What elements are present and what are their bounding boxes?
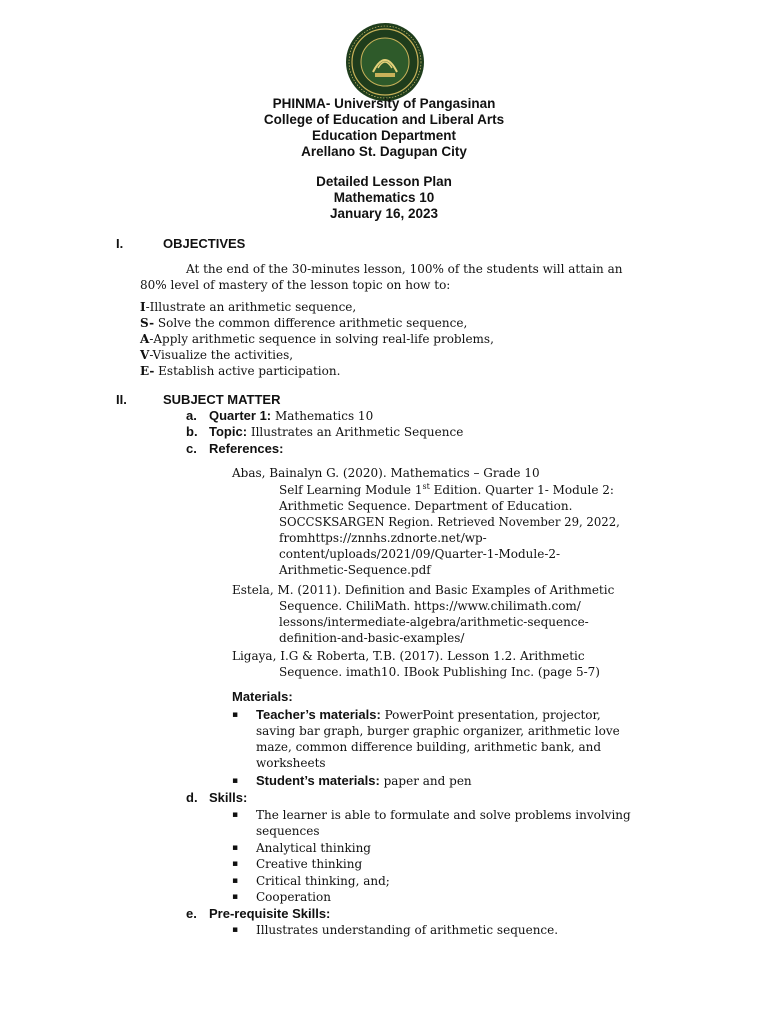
university-seal-icon [345, 22, 425, 102]
institution-name: PHINMA- University of Pangasinan [272, 96, 496, 111]
address: Arellano St. Dagupan City [301, 144, 467, 159]
bullet-icon: ▪ [232, 710, 239, 720]
bullet-icon: ▪ [232, 925, 239, 935]
reference-line: SOCCSKSARGEN Region. Retrieved November 29, 2022, [279, 515, 620, 529]
skill-item: Critical thinking, and; [256, 874, 390, 888]
plan-date: January 16, 2023 [329, 206, 439, 221]
teacher-materials-line: maze, common difference building, arithmetic bank, and [256, 740, 602, 754]
student-materials: Student’s materials: paper and pen [256, 773, 472, 788]
reference-line: Sequence. imath10. IBook Publishing Inc. (page 5-7) [279, 665, 600, 679]
plan-title: Detailed Lesson Plan [316, 174, 452, 189]
reference-line: Arithmetic-Sequence.pdf [279, 563, 431, 577]
bullet-icon: ▪ [232, 843, 239, 853]
section-numeral: II. [116, 392, 127, 407]
objectives-intro-line: At the end of the 30-minutes lesson, 100% of the students will attain an [186, 262, 623, 276]
plan-title-block [0, 174, 768, 222]
section-heading: OBJECTIVES [163, 236, 246, 251]
bullet-icon: ▪ [232, 876, 239, 886]
objective-item: I-Illustrate an arithmetic sequence, [140, 300, 357, 314]
materials-label: Materials: [232, 689, 293, 704]
list-letter: d. [186, 790, 198, 805]
bullet-icon: ▪ [232, 776, 239, 786]
bullet-icon: ▪ [232, 859, 239, 869]
teacher-materials: Teacher’s materials: PowerPoint presentation, projector, [256, 707, 601, 722]
section-heading: SUBJECT MATTER [163, 392, 281, 407]
department-name: Education Department [311, 128, 457, 143]
reference-line: Self Learning Module 1st Edition. Quarter 1- Module 2: [279, 482, 614, 497]
references-label: References: [209, 441, 284, 456]
objective-item: V-Visualize the activities, [140, 348, 294, 362]
list-letter: a. [186, 408, 197, 423]
reference-line: Arithmetic Sequence. Department of Education. [279, 499, 573, 513]
list-letter: e. [186, 906, 197, 921]
list-letter: c. [186, 441, 197, 456]
prerequisite-item: Illustrates understanding of arithmetic sequence. [256, 923, 559, 937]
skill-item: Creative thinking [256, 857, 363, 871]
reference-line: lessons/intermediate-algebra/arithmetic-sequence- [279, 615, 589, 629]
objective-item: A-Apply arithmetic sequence in solving real-life problems, [140, 332, 494, 346]
plan-subject: Mathematics 10 [333, 190, 435, 205]
reference-line: content/uploads/2021/09/Quarter-1-Module-2- [279, 547, 561, 561]
skill-item: Analytical thinking [256, 841, 371, 855]
institution-header [0, 96, 768, 160]
objective-item: S- Solve the common difference arithmetic sequence, [140, 316, 468, 330]
bullet-icon: ▪ [232, 892, 239, 902]
skills-label: Skills: [209, 790, 248, 805]
reference-line: Abas, Bainalyn G. (2020). Mathematics – Grade 10 [232, 466, 540, 480]
reference-line: Estela, M. (2011). Definition and Basic Examples of Arithmetic [232, 583, 615, 597]
skill-item-line: sequences [256, 824, 320, 838]
teacher-materials-line: saving bar graph, burger graphic organizer, arithmetic love [256, 724, 620, 738]
reference-line: Sequence. ChiliMath. https://www.chilimath.com/ [279, 599, 581, 613]
section-numeral: I. [116, 236, 124, 251]
topic-line: Topic: Illustrates an Arithmetic Sequence [209, 424, 464, 439]
skill-item: The learner is able to formulate and solve problems involving [256, 808, 631, 822]
bullet-icon: ▪ [232, 810, 239, 820]
college-name: College of Education and Liberal Arts [263, 112, 505, 127]
prerequisite-label: Pre-requisite Skills: [209, 906, 331, 921]
reference-line: Ligaya, I.G & Roberta, T.B. (2017). Lesson 1.2. Arithmetic [232, 649, 585, 663]
skill-item: Cooperation [256, 890, 331, 904]
teacher-materials-line: worksheets [256, 756, 326, 770]
reference-line: definition-and-basic-examples/ [279, 631, 465, 645]
quarter-line: Quarter 1: Mathematics 10 [209, 408, 374, 423]
objective-item: E- Establish active participation. [140, 364, 341, 378]
list-letter: b. [186, 424, 198, 439]
objectives-intro-line: 80% level of mastery of the lesson topic on how to: [140, 278, 451, 292]
reference-line: fromhttps://znnhs.zdnorte.net/wp- [279, 531, 487, 545]
